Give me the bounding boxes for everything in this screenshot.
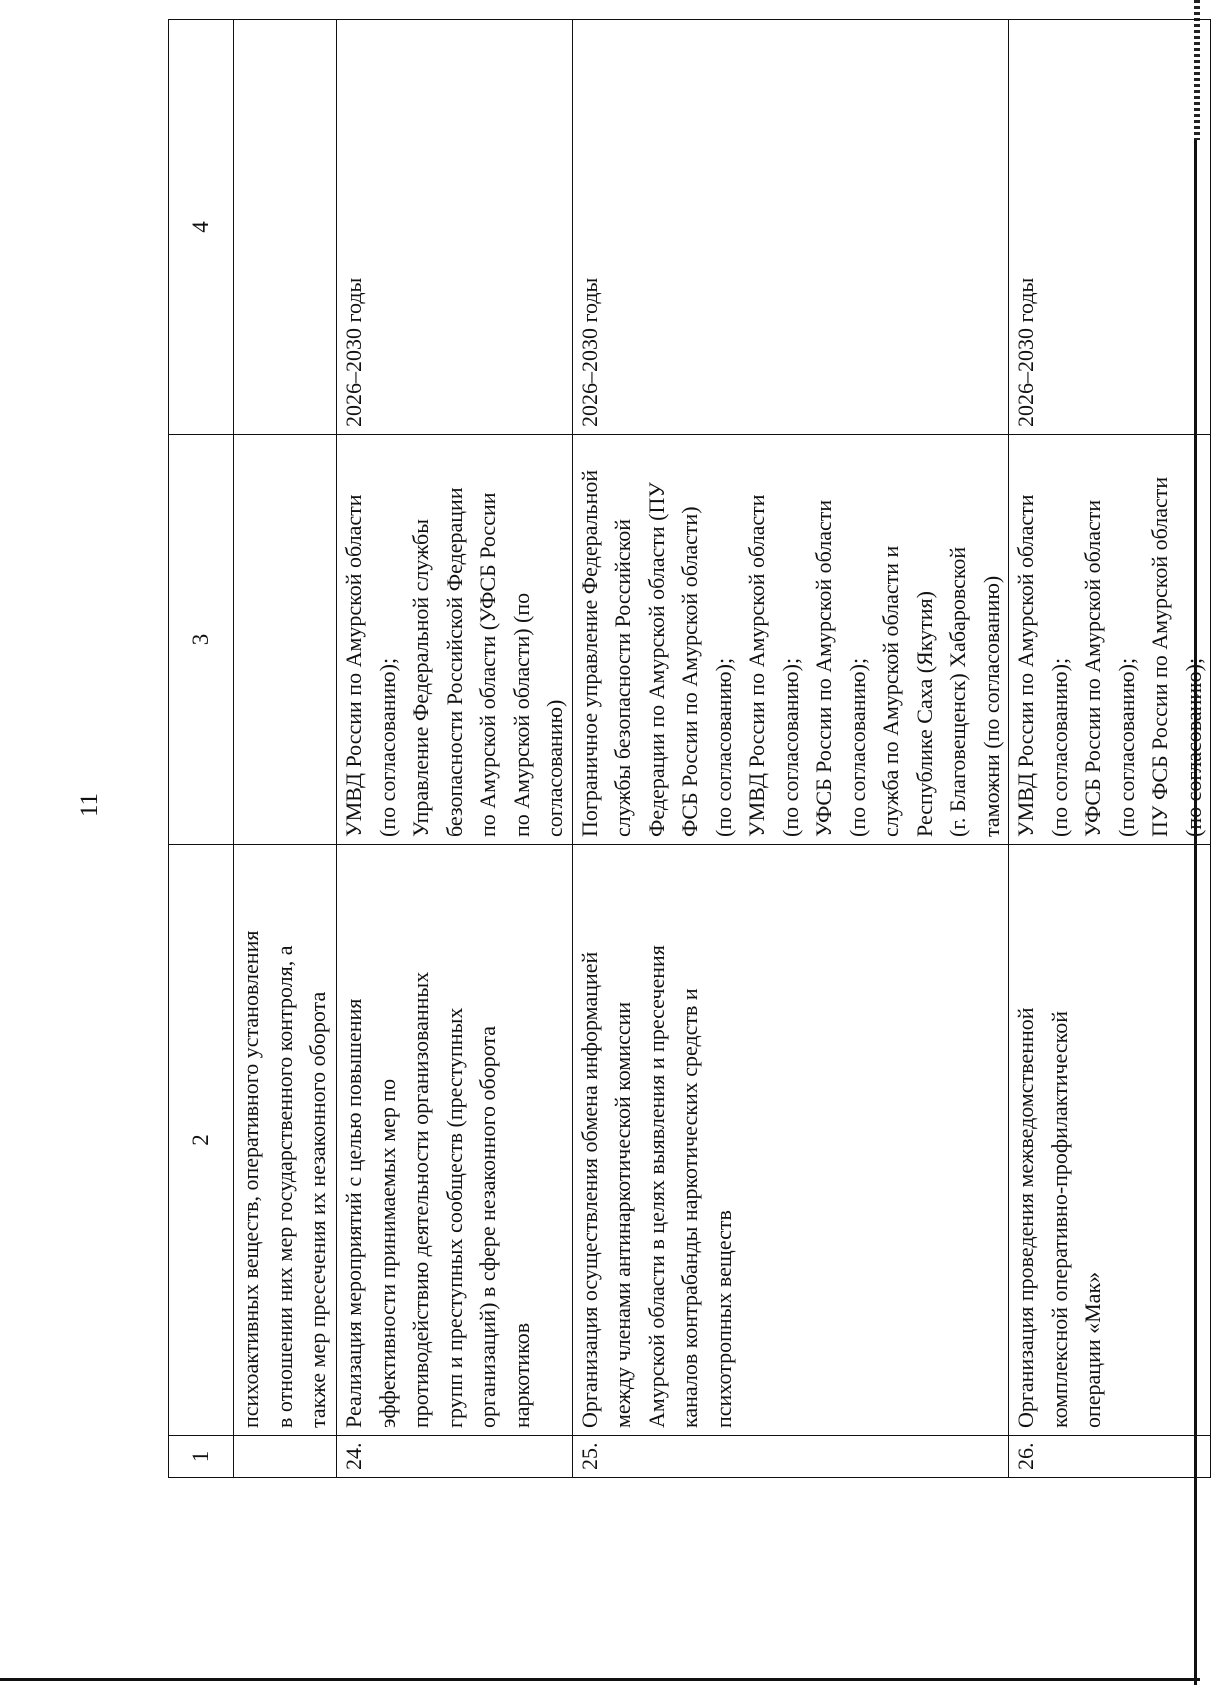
measures-table xyxy=(168,19,1211,1478)
executors-text: УМВД России по Амурской области (по согласованию); УФСБ России по Амурской области (по согласованию); ПУ ФСБ России по Амурской области (по согласованию); xyxy=(1009,435,1211,845)
measure-text: психоактивных веществ, оперативного установления в отношении них мер государственного контроля, а также мер пресечения их незаконного оборота xyxy=(234,845,337,1436)
executors-text: УМВД России по Амурской области (по согласованию); Управление Федеральной службы безопасности Российской Федерации по Амурской области (УФСБ России по Амурской области) (по согласованию) xyxy=(337,435,573,845)
measure-text: Организация проведения межведомственной комплексной оперативно-профилактической операции «Мак» xyxy=(1009,845,1211,1436)
table-row-continuation xyxy=(234,20,337,1478)
row-number: 26. xyxy=(1009,1436,1211,1478)
period-text: 2026–2030 годы xyxy=(572,20,1009,435)
row-number: 24. xyxy=(337,1436,573,1478)
executors-text: Пограничное управление Федеральной службы безопасности Российской Федерации по Амурской области (ПУ ФСБ России по Амурской области) (по согласованию); УМВД России по Амурской области (по согласованию); УФСБ России по Амурской области (по согласованию); служба по Амурской области и Республике Саха (Якутия) (г. Благовещенск) Хабаровской таможни (по согласованию) xyxy=(572,435,1009,845)
header-col-2: 2 xyxy=(169,845,234,1436)
table-header-row xyxy=(169,20,234,1478)
measure-text: Реализация мероприятий с целью повышения эффективности принимаемых мер по противодействию деятельности организованных групп и преступных сообществ (преступных организаций) в сфере незаконного оборота наркотиков xyxy=(337,845,573,1436)
executors-text xyxy=(234,435,337,845)
table-row-26 xyxy=(1009,20,1211,1478)
header-col-3: 3 xyxy=(169,435,234,845)
measure-text: Организация осуществления обмена информацией между членами антинаркотической комиссии Амурской области в целях выявления и пресечения каналов контрабанды наркотических средств и психотропных веществ xyxy=(572,845,1009,1436)
header-col-1: 1 xyxy=(169,1436,234,1478)
period-text: 2026–2030 годы xyxy=(337,20,573,435)
period-text: 2026–2030 годы xyxy=(1009,20,1211,435)
table-row-24 xyxy=(337,20,573,1478)
table-row-25 xyxy=(572,20,1009,1478)
period-text xyxy=(234,20,337,435)
row-number xyxy=(234,1436,337,1478)
page-number: 11 xyxy=(76,792,103,818)
header-col-4: 4 xyxy=(169,20,234,435)
row-number: 25. xyxy=(572,1436,1009,1478)
